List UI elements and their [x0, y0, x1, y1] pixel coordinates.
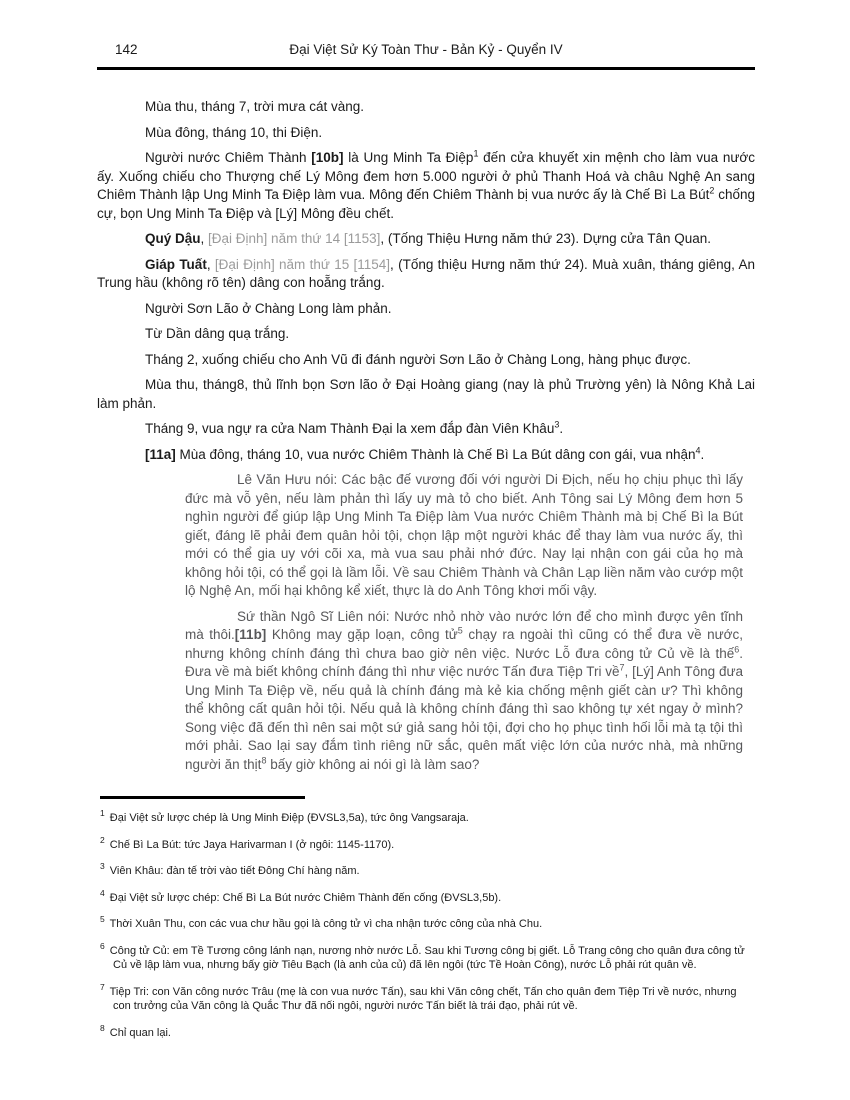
footnote: $^5$ Thời Xuân Thu, con các vua chư hầu gọi là công tử vì cha nhận tước công của nhà Chu.	[100, 914, 543, 930]
page-number: 142	[115, 42, 138, 57]
header-title: Đại Việt Sử Ký Toàn Thư - Bản Kỷ - Quyển IV	[289, 42, 563, 57]
footnote-number: 4	[100, 887, 105, 898]
body-paragraph: Người Sơn Lão ở Chàng Long làm phản.	[145, 300, 392, 316]
footnote: $^8$ Chỉ quan lại.	[100, 1022, 171, 1039]
body-paragraph: Từ Dần dâng quạ trắng.	[145, 326, 290, 341]
body-paragraph: Mùa đông, tháng 10, thi Điện.	[145, 124, 323, 140]
footnote: $^6$ Công tử Củ: em Tề Tương công lánh nạn, nương nhờ nước Lỗ. Sau khi Tương công bị giết. Lỗ Trang công cho quân đưa công tử Củ về lập làm vua, nhưng bấy giờ Tiêu Bạch (là anh của củ) đã lên ngôi (tức Tề Hoàn Công), nước Lỗ phải rút quân về.	[100, 940, 745, 971]
footnote-number: 3	[100, 861, 105, 872]
footnote-number: 1	[100, 808, 105, 819]
page-header	[97, 40, 755, 60]
footnote: $^2$ Chế Bì La Bút: tức Jaya Harivarman I (ở ngôi: 1145-1170).	[100, 834, 395, 851]
commentary-block: Lê Văn Hưu nói: Các bậc đế vương đối với người Di Địch, nếu họ chịu phục thì lấy đức mà vỗ yên, nếu làm phản thì lấy uy mà tỏ cho biết. Anh Tông sai Lý Mông đem hơn 5 nghìn người để giúp lập Ung Minh Ta Điệp làm Vua nước Chiêm Thành mà bị Chế Bì la Bút giết, đáng lẽ phải đem quân hỏi tội, chọn lập một người khác để thay làm vua nước ấy, thì mới có thể gia uy với cõi xa, mà vua sau phải nhớ đức. Nay lại nhận con gái của họ mà không hỏi tội, có thể gọi là lầm lỗi. Về sau Chiêm Thành và Chân Lạp liền năm vào cướp một lộ Nghệ An, mối hại không kể xiết, thực là do Anh Tông khơi mối vậy.	[185, 472, 743, 598]
footnote: $^4$ Đại Việt sử lược chép: Chế Bì La Bút nước Chiêm Thành đến cống (ĐVSL3,5b).	[100, 887, 502, 904]
commentary-block: Sứ thần Ngô Sĩ Liên nói: Nước nhỏ nhờ vào nước lớn để cho mình được yên tĩnh mà thôi.[11b] Không may gặp loạn, công tử$^5$ chạy ra ngoài thì cũng có thể đưa về nước, nhưng không chính đáng thì chưa bao giờ nên việc. Nước Lỗ đưa công tử Củ về là thế$^6$. Đưa về mà biết không chính đáng thì như việc nước Tấn đưa Tiệp Tri về$^7$, [Lý] Anh Tông đưa Ung Minh Ta Điệp về, nếu quả là chính đáng mà kẻ kia chống mệnh giết càn ư? Thì không thể không cất quân hỏi tội. Nếu quả là không chính đáng thì sao không tự xét ngay ở mình? Song việc đã đến thì nên sai một sứ giả sang hỏi tội, đợi cho họ phục tình hối lỗi mà tạ tội thì mới phải. Sao lại say đắm tình riêng nữ sắc, quên mất việc lớn của nước nhà, mà những người ăn thịt$^8$ bấy giờ không ai nói gì là làm sao?	[185, 608, 744, 772]
body-paragraph: Mùa thu, tháng 7, trời mưa cát vàng.	[145, 99, 364, 114]
footnotes-section	[97, 808, 755, 1040]
body-paragraph: Người nước Chiêm Thành [10b] là Ung Minh Ta Điệp$^1$ đến cửa khuyết xin mệnh cho làm vua nước ấy. Xuống chiếu cho Thượng chế Lý Mông đem hơn 5.000 người ở phủ Thanh Hoá và châu Nghệ An sang Chiêm Thành lập Ung Minh Ta Điệp làm vua. Mông đến Chiêm Thành bị vua nước ấy là Chế Bì La Bút$^2$ chống cự, bọn Ung Minh Ta Điệp và [Lý] Mông đều chết.	[97, 148, 756, 221]
body-paragraph: Tháng 2, xuống chiếu cho Anh Vũ đi đánh người Sơn Lão ở Chàng Long, hàng phục được.	[145, 351, 691, 367]
header-rule	[97, 67, 755, 70]
footnote-divider	[100, 796, 305, 799]
footnote: $^1$ Đại Việt sử lược chép là Ung Minh Điệp (ĐVSL3,5a), tức ông Vangsaraja.	[100, 808, 469, 824]
body-paragraph: Giáp Tuất, [Đại Định] năm thứ 15 [1154], (Tống thiệu Hưng năm thứ 24). Muà xuân, tháng giêng, An Trung hầu (không rõ tên) dâng con hoẵng trắng.	[97, 256, 755, 290]
footnote-number: 5	[100, 914, 105, 925]
footnote-number: 8	[100, 1022, 105, 1033]
footnote-number: 2	[100, 834, 105, 845]
footnote: $^7$ Tiệp Tri: con Văn công nước Trâu (mẹ là con vua nước Tấn), sau khi Văn công chết, Tấn cho quân đem Tiệp Tri về nước, nhưng con trưởng của Văn công là Quắc Thư đã nối ngôi, người nước Tấn biết là trái đạo, phải rút về.	[100, 981, 737, 1012]
body-paragraph: Tháng 9, vua ngự ra cửa Nam Thành Đại la xem đắp đàn Viên Khâu$^3$.	[145, 419, 564, 436]
body-paragraph: Mùa thu, tháng8, thủ lĩnh bọn Sơn lão ở Đại Hoàng giang (nay là phủ Trường yên) là Nông Khả Lai làm phản.	[97, 377, 755, 411]
page-body	[97, 98, 755, 774]
footnote-number: 6	[100, 940, 105, 951]
footnote: $^3$ Viên Khâu: đàn tế trời vào tiết Đông Chí hàng năm.	[100, 861, 360, 877]
footnote-number: 7	[100, 981, 105, 992]
body-paragraph: [11a] Mùa đông, tháng 10, vua nước Chiêm Thành là Chế Bì La Bút dâng con gái, vua nhận$^4$.	[145, 445, 705, 462]
body-paragraph: Quý Dậu, [Đại Định] năm thứ 14 [1153], (Tống Thiệu Hưng năm thứ 23). Dựng cửa Tân Quan.	[145, 231, 711, 246]
